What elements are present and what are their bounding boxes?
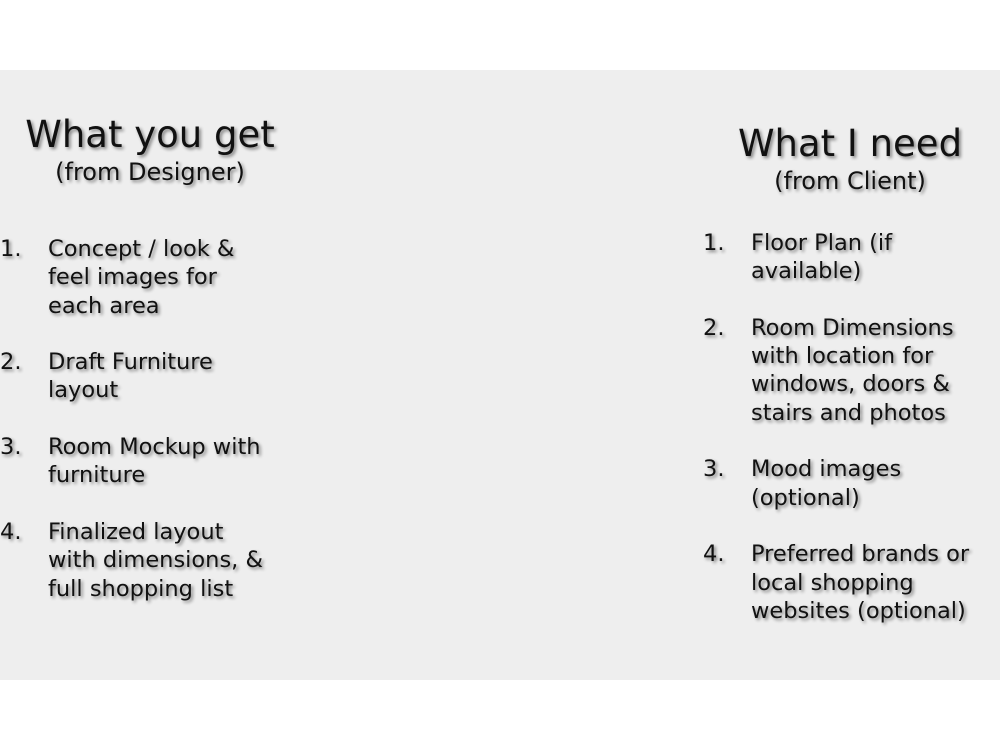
item-text: Room Mockup with furniture [48,434,261,489]
item-text: Floor Plan (if available) [751,230,893,285]
item-text: Finalized layout with dimensions, & full shopping list [48,518,264,602]
item-number: 1. [0,236,22,262]
list-item [0,235,300,320]
item-number: 3. [0,434,22,461]
item-text: Room Dimensions with location for windows, doors & stairs and photos [751,314,954,426]
item-number: 2. [703,314,725,341]
right-heading [712,123,988,195]
item-number: 4. [703,541,725,568]
item-text: Concept / look & feel images for each area [48,236,235,319]
right-title: What I need [737,122,963,165]
list-item [0,518,300,603]
left-title: What you get [25,113,275,156]
item-number: 1. [703,230,725,256]
left-subtitle: (from Designer) [55,157,245,186]
item-number: 3. [703,456,725,483]
right-subtitle: (from Client) [774,166,926,195]
item-text: Draft Furniture layout [48,349,213,404]
item-text: Preferred brands or local shopping websites (optional) [751,541,970,624]
list-item [703,314,1000,427]
list-item [0,433,300,490]
list-item [703,455,1000,512]
item-number: 4. [0,518,22,545]
left-deliverables-list [0,235,300,603]
list-item [703,229,1000,286]
list-item [703,540,1000,625]
left-heading [10,114,290,186]
item-text: Mood images (optional) [751,456,902,511]
item-number: 2. [0,349,22,376]
right-requirements-list [703,229,1000,625]
list-item [0,348,300,405]
